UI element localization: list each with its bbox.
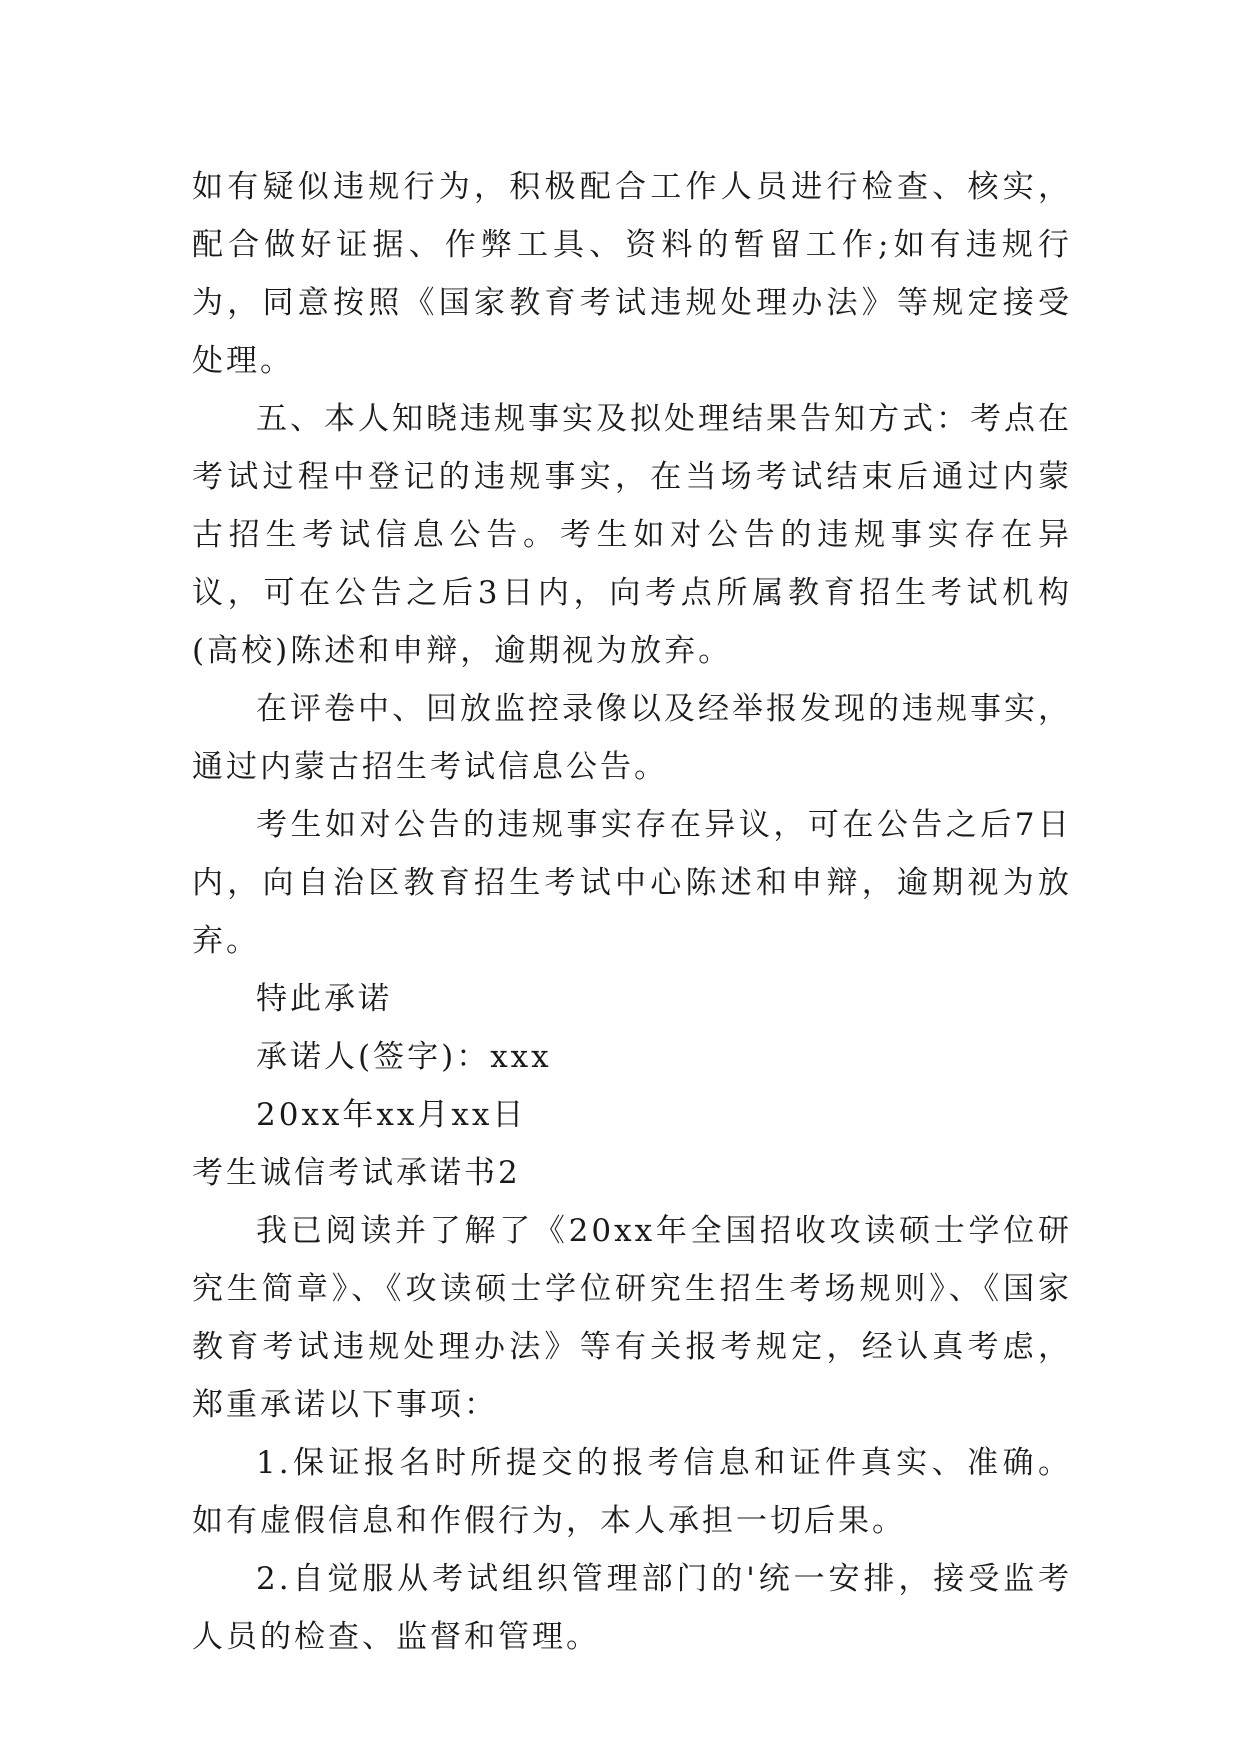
paragraph-objection-period: 考生如对公告的违规事实存在异议，可在公告之后7日内，向自治区教育招生考试中心陈述和申辩，逾期视为放弃。 (192, 807, 1072, 959)
paragraph-item-2: 2.自觉服从考试组织管理部门的'统一安排，接受监考人员的检查、监督和管理。 (192, 1561, 1072, 1655)
paragraph-read-regulations: 我已阅读并了解了《20xx年全国招收攻读硕士学位研究生简章》、《攻读硕士学位研究生招生考场规则》、《国家教育考试违规处理办法》等有关报考规定，经认真考虑，郑重承诺以下事项： (192, 1213, 1072, 1423)
paragraph-date: 20xx年xx月xx日 (256, 1097, 527, 1133)
paragraph-notice-method: 五、本人知晓违规事实及拟处理结果告知方式：考点在考试过程中登记的违规事实，在当场考试结束后通过内蒙古招生考试信息公告。考生如对公告的违规事实存在异议，可在公告之后3日内，向考点所属教育招生考试机构(高校)陈述和申辩，逾期视为放弃。 (192, 401, 1072, 669)
paragraph-review-violations: 在评卷中、回放监控录像以及经举报发现的违规事实，通过内蒙古招生考试信息公告。 (192, 691, 1072, 785)
paragraph-signatory: 承诺人(签字)：xxx (256, 1039, 552, 1075)
document-body (192, 158, 1072, 1666)
paragraph-hereby-pledge: 特此承诺 (256, 981, 392, 1017)
paragraph-violation-cooperation: 如有疑似违规行为，积极配合工作人员进行检查、核实，配合做好证据、作弊工具、资料的暂留工作;如有违规行为，同意按照《国家教育考试违规处理办法》等规定接受处理。 (192, 169, 1072, 379)
section-heading-pledge-2: 考生诚信考试承诺书2 (192, 1155, 521, 1191)
paragraph-item-1: 1.保证报名时所提交的报考信息和证件真实、准确。如有虚假信息和作假行为，本人承担一切后果。 (192, 1445, 1072, 1539)
